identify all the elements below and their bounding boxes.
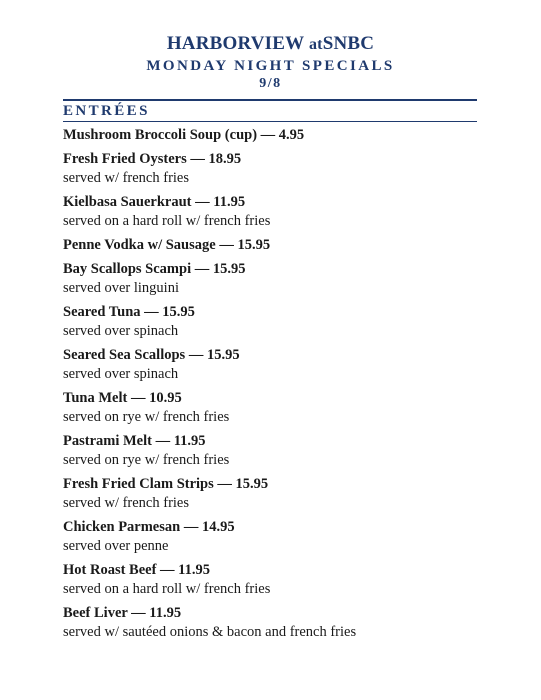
menu-item-name: Beef Liver — 11.95 [63, 605, 182, 621]
menu-item-name: Tuna Melt — 10.95 [63, 390, 182, 406]
title-main: HARBORVIEW [166, 33, 304, 54]
menu-item-description: served on a hard roll w/ french fries [63, 213, 271, 229]
menu-item-name: Seared Tuna — 15.95 [63, 304, 195, 320]
menu-item-description: served on rye w/ french fries [63, 409, 230, 425]
menu-item-list [63, 126, 483, 647]
section-top-divider [63, 99, 477, 101]
menu-item [63, 389, 483, 427]
menu-item [63, 303, 483, 341]
menu-item-name: Pastrami Melt — 11.95 [63, 433, 206, 449]
menu-item [63, 432, 483, 470]
section-bottom-divider [63, 121, 477, 122]
menu-item-name: Fresh Fried Clam Strips — 15.95 [63, 476, 269, 492]
menu-item [63, 193, 483, 231]
menu-item [63, 604, 483, 642]
menu-item-name: Bay Scallops Scampi — 15.95 [63, 261, 246, 277]
menu-item [63, 561, 483, 599]
menu-item-name: Fresh Fried Oysters — 18.95 [63, 151, 242, 167]
menu-item-description: served on a hard roll w/ french fries [63, 581, 271, 597]
title-venue: SNBC [322, 33, 375, 54]
menu-item-name: Hot Roast Beef — 11.95 [63, 562, 210, 578]
menu-item [63, 346, 483, 384]
menu-subtitle: MONDAY NIGHT SPECIALS [146, 58, 395, 74]
menu-item [63, 126, 483, 145]
menu-item-description: served on rye w/ french fries [63, 452, 230, 468]
menu-item-name: Chicken Parmesan — 14.95 [63, 519, 235, 535]
menu-item-description: served over penne [63, 538, 169, 554]
menu-item [63, 236, 483, 255]
menu-item [63, 475, 483, 513]
restaurant-title [0, 34, 541, 55]
menu-date: 9/8 [259, 76, 282, 91]
menu-item-description: served w/ french fries [63, 495, 190, 511]
menu-item [63, 150, 483, 188]
title-at: at [308, 36, 323, 53]
menu-item-description: served over spinach [63, 323, 179, 339]
section-title-entrees: ENTRÉES [63, 103, 150, 119]
menu-item-description: served w/ sautéed onions & bacon and french fries [63, 624, 357, 640]
menu-item [63, 518, 483, 556]
menu-item-description: served w/ french fries [63, 170, 190, 186]
menu-item-name: Kielbasa Sauerkraut — 11.95 [63, 194, 246, 210]
menu-item-name: Mushroom Broccoli Soup (cup) — 4.95 [63, 127, 305, 143]
menu-item [63, 260, 483, 298]
menu-header [0, 34, 541, 93]
menu-item-name: Penne Vodka w/ Sausage — 15.95 [63, 237, 271, 253]
menu-item-description: served over spinach [63, 366, 179, 382]
menu-item-name: Seared Sea Scallops — 15.95 [63, 347, 240, 363]
menu-item-description: served over linguini [63, 280, 179, 296]
